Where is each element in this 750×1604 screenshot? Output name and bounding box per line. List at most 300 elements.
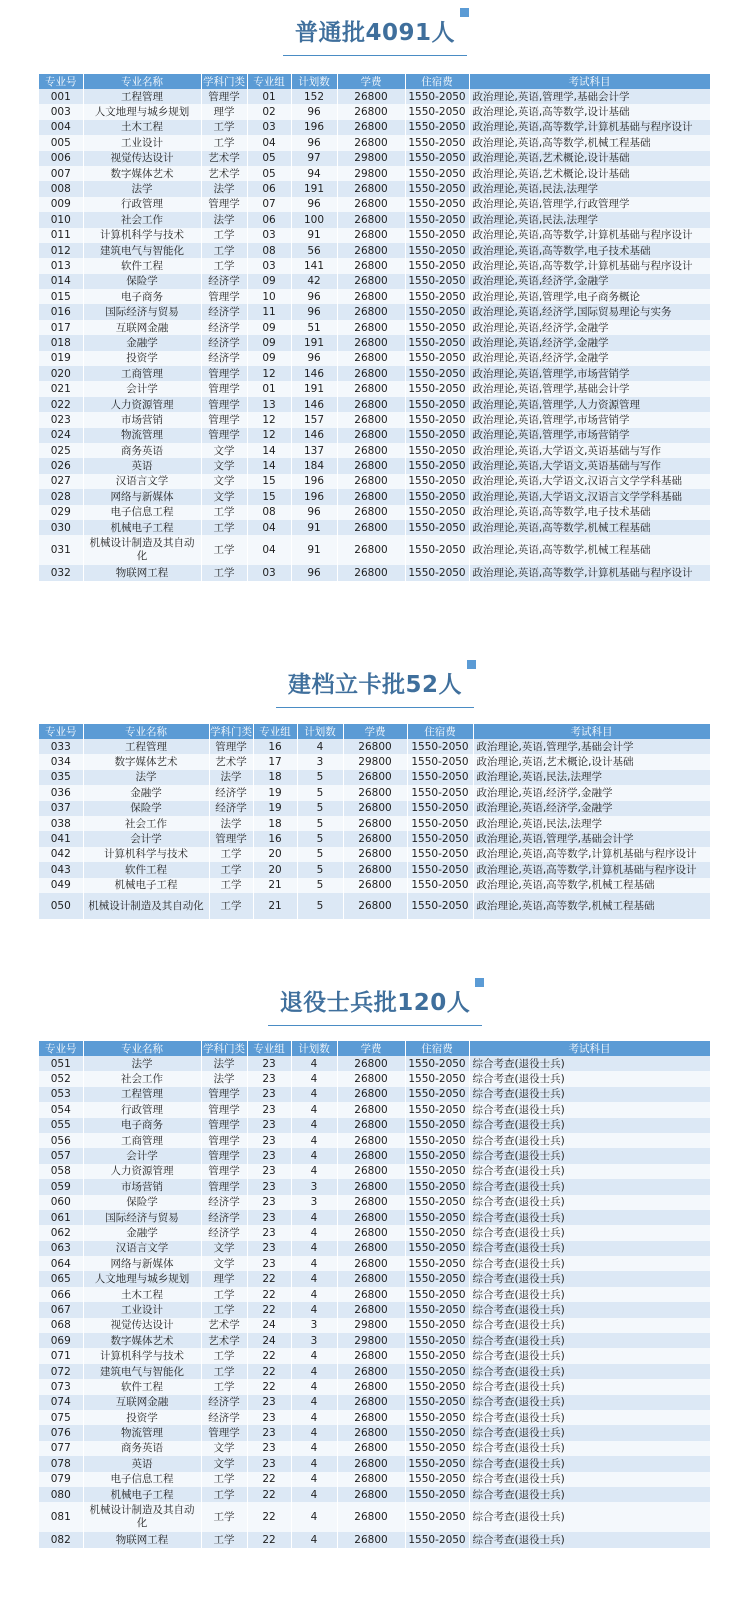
table-cell: 26800 <box>337 1502 405 1532</box>
table-cell: 23 <box>247 1256 291 1271</box>
table-cell: 1550-2050 <box>405 289 469 304</box>
table-cell: 3 <box>291 1318 337 1333</box>
table-cell: 管理学 <box>201 1118 247 1133</box>
table-row <box>39 862 710 877</box>
table-cell: 12 <box>247 366 291 381</box>
table-cell: 26800 <box>343 847 407 862</box>
table-cell: 1550-2050 <box>405 1056 469 1071</box>
table-cell: 26800 <box>337 243 405 258</box>
table-cell: 工学 <box>201 535 247 565</box>
table-cell: 26800 <box>337 104 405 119</box>
table-cell: 管理学 <box>201 1133 247 1148</box>
table-cell: 014 <box>39 274 83 289</box>
table-cell: 工学 <box>201 228 247 243</box>
table-cell: 23 <box>247 1148 291 1163</box>
table-cell: 078 <box>39 1456 83 1471</box>
table-cell: 196 <box>291 489 337 504</box>
table-row <box>39 535 710 565</box>
table-cell: 综合考查(退役士兵) <box>469 1472 710 1487</box>
table-row <box>39 1056 710 1071</box>
column-header: 住宿费 <box>405 1041 469 1056</box>
table-cell: 综合考查(退役士兵) <box>469 1364 710 1379</box>
table-cell: 5 <box>297 847 343 862</box>
table-cell: 保险学 <box>83 274 201 289</box>
table-cell: 146 <box>291 428 337 443</box>
table-cell: 26800 <box>337 1118 405 1133</box>
table-cell: 009 <box>39 197 83 212</box>
table-cell: 26800 <box>337 520 405 535</box>
table-cell: 物联网工程 <box>83 1532 201 1547</box>
table-row <box>39 1179 710 1194</box>
table-cell: 视觉传达设计 <box>83 1318 201 1333</box>
table-cell: 07 <box>247 197 291 212</box>
table-cell: 经济学 <box>209 785 253 800</box>
table-cell: 工学 <box>201 243 247 258</box>
table-cell: 文学 <box>201 458 247 473</box>
table-cell: 013 <box>39 258 83 273</box>
column-header: 考试科目 <box>469 1041 710 1056</box>
table-cell: 国际经济与贸易 <box>83 1210 201 1225</box>
table-cell: 22 <box>247 1348 291 1363</box>
table-cell: 汉语言文学 <box>83 1241 201 1256</box>
table-cell: 043 <box>39 862 83 877</box>
column-header: 学费 <box>337 1041 405 1056</box>
table-cell: 4 <box>291 1210 337 1225</box>
table-cell: 4 <box>291 1425 337 1440</box>
column-header: 考试科目 <box>469 74 710 89</box>
table-cell: 1550-2050 <box>405 1425 469 1440</box>
table-cell: 052 <box>39 1071 83 1086</box>
table-cell: 工学 <box>209 878 253 893</box>
table-cell: 26800 <box>343 831 407 846</box>
table-cell: 082 <box>39 1532 83 1547</box>
table-cell: 96 <box>291 304 337 319</box>
table-cell: 20 <box>253 847 297 862</box>
table-cell: 1550-2050 <box>405 1102 469 1117</box>
table-cell: 1550-2050 <box>405 1179 469 1194</box>
table-cell: 政治理论,英语,大学语文,汉语言文学学科基础 <box>469 489 710 504</box>
table-cell: 4 <box>291 1532 337 1547</box>
table-cell: 26800 <box>337 258 405 273</box>
table-cell: 26800 <box>337 1532 405 1547</box>
table-cell: 综合考查(退役士兵) <box>469 1087 710 1102</box>
table-cell: 064 <box>39 1256 83 1271</box>
table-cell: 1550-2050 <box>407 862 473 877</box>
table-cell: 15 <box>247 474 291 489</box>
table-row <box>39 1287 710 1302</box>
table-cell: 1550-2050 <box>405 181 469 196</box>
table-cell: 5 <box>297 862 343 877</box>
table-cell: 16 <box>253 831 297 846</box>
table-cell: 031 <box>39 535 83 565</box>
table-row <box>39 166 710 181</box>
table-cell: 1550-2050 <box>405 520 469 535</box>
table-header-row <box>39 1041 710 1056</box>
table-cell: 074 <box>39 1395 83 1410</box>
table-cell: 1550-2050 <box>407 801 473 816</box>
table-cell: 26800 <box>343 816 407 831</box>
table-cell: 管理学 <box>201 366 247 381</box>
table-cell: 26800 <box>337 366 405 381</box>
table-row <box>39 151 710 166</box>
table-cell: 020 <box>39 366 83 381</box>
square-icon <box>467 660 476 669</box>
table-cell: 政治理论,英语,民法,法理学 <box>469 181 710 196</box>
table-cell: 96 <box>291 104 337 119</box>
table-cell: 26800 <box>337 1164 405 1179</box>
table-archived-batch <box>39 724 711 919</box>
table-cell: 23 <box>247 1071 291 1086</box>
table-cell: 1550-2050 <box>405 1225 469 1240</box>
table-row <box>39 135 710 150</box>
column-header: 考试科目 <box>473 724 710 739</box>
table-cell: 经济学 <box>201 351 247 366</box>
table-cell: 经济学 <box>201 1210 247 1225</box>
table-cell: 1550-2050 <box>405 1118 469 1133</box>
table-cell: 26800 <box>337 1425 405 1440</box>
table-cell: 工学 <box>201 1364 247 1379</box>
table-row <box>39 1472 710 1487</box>
table-cell: 1550-2050 <box>407 816 473 831</box>
table-row <box>39 505 710 520</box>
table-cell: 23 <box>247 1210 291 1225</box>
table-cell: 010 <box>39 212 83 227</box>
table-cell: 141 <box>291 258 337 273</box>
table-cell: 1550-2050 <box>407 770 473 785</box>
table-cell: 4 <box>291 1087 337 1102</box>
table-cell: 23 <box>247 1118 291 1133</box>
table-cell: 069 <box>39 1333 83 1348</box>
table-veterans-batch <box>39 1041 711 1548</box>
table-row <box>39 1348 710 1363</box>
table-row <box>39 443 710 458</box>
table-cell: 26800 <box>343 801 407 816</box>
table-cell: 1550-2050 <box>405 104 469 119</box>
table-row <box>39 1502 710 1532</box>
table-cell: 1550-2050 <box>405 135 469 150</box>
square-icon <box>460 8 469 17</box>
table-cell: 077 <box>39 1441 83 1456</box>
table-cell: 工学 <box>201 120 247 135</box>
column-header: 学科门类 <box>203 1043 245 1055</box>
table-cell: 经济学 <box>201 274 247 289</box>
column-header: 专业组 <box>247 74 291 89</box>
table-cell: 91 <box>291 520 337 535</box>
table-cell: 29800 <box>337 1318 405 1333</box>
table-cell: 管理学 <box>201 89 247 104</box>
table-cell: 管理学 <box>201 428 247 443</box>
table-cell: 综合考查(退役士兵) <box>469 1164 710 1179</box>
table-cell: 058 <box>39 1164 83 1179</box>
table-cell: 09 <box>247 320 291 335</box>
table-cell: 14 <box>247 443 291 458</box>
table-row <box>39 816 710 831</box>
table-cell: 26800 <box>337 304 405 319</box>
table-row <box>39 489 710 504</box>
table-cell: 法学 <box>83 181 201 196</box>
table-cell: 027 <box>39 474 83 489</box>
table-cell: 工学 <box>201 1532 247 1547</box>
table-cell: 政治理论,英语,高等数学,计算机基础与程序设计 <box>473 862 710 877</box>
table-cell: 146 <box>291 366 337 381</box>
table-cell: 23 <box>247 1087 291 1102</box>
table-cell: 26800 <box>337 1256 405 1271</box>
table-cell: 26800 <box>337 489 405 504</box>
table-row <box>39 1532 710 1547</box>
table-cell: 22 <box>247 1364 291 1379</box>
table-cell: 5 <box>297 831 343 846</box>
table-cell: 政治理论,英语,管理学,市场营销学 <box>469 412 710 427</box>
table-cell: 综合考查(退役士兵) <box>469 1532 710 1547</box>
table-cell: 26800 <box>337 351 405 366</box>
table-cell: 工学 <box>209 893 253 919</box>
table-cell: 91 <box>291 228 337 243</box>
table-cell: 保险学 <box>83 1195 201 1210</box>
table-cell: 文学 <box>201 474 247 489</box>
table-row <box>39 1210 710 1225</box>
table-cell: 42 <box>291 274 337 289</box>
table-cell: 文学 <box>201 1256 247 1271</box>
table-cell: 管理学 <box>201 197 247 212</box>
table-cell: 投资学 <box>83 351 201 366</box>
table-cell: 26800 <box>337 212 405 227</box>
table-cell: 综合考查(退役士兵) <box>469 1256 710 1271</box>
table-cell: 1550-2050 <box>405 428 469 443</box>
table-cell: 机械电子工程 <box>83 878 209 893</box>
table-cell: 26800 <box>337 565 405 580</box>
table-cell: 物流管理 <box>83 1425 201 1440</box>
table-cell: 软件工程 <box>83 258 201 273</box>
table-cell: 26800 <box>337 535 405 565</box>
table-cell: 1550-2050 <box>405 351 469 366</box>
table-cell: 互联网金融 <box>83 320 201 335</box>
table-row <box>39 1333 710 1348</box>
table-row <box>39 381 710 396</box>
table-cell: 050 <box>39 893 83 919</box>
table-regular-batch <box>39 74 711 581</box>
table-cell: 政治理论,英语,高等数学,电子技术基础 <box>469 243 710 258</box>
table-row <box>39 243 710 258</box>
table-cell: 互联网金融 <box>83 1395 201 1410</box>
table-cell: 5 <box>297 893 343 919</box>
table-cell: 社会工作 <box>83 212 201 227</box>
table-cell: 100 <box>291 212 337 227</box>
table-cell: 152 <box>291 89 337 104</box>
table-cell: 土木工程 <box>83 1287 201 1302</box>
table-cell: 23 <box>247 1410 291 1425</box>
table-cell: 05 <box>247 166 291 181</box>
table-row <box>39 1318 710 1333</box>
table-cell: 1550-2050 <box>405 1410 469 1425</box>
table-cell: 综合考查(退役士兵) <box>469 1456 710 1471</box>
table-cell: 024 <box>39 428 83 443</box>
table-cell: 建筑电气与智能化 <box>83 1364 201 1379</box>
table-cell: 法学 <box>201 212 247 227</box>
table-cell: 政治理论,英语,高等数学,计算机基础与程序设计 <box>469 228 710 243</box>
table-cell: 4 <box>291 1395 337 1410</box>
table-cell: 3 <box>297 754 343 769</box>
table-cell: 管理学 <box>201 1164 247 1179</box>
table-cell: 工学 <box>201 1348 247 1363</box>
table-cell: 政治理论,英语,大学语文,汉语言文学学科基础 <box>469 474 710 489</box>
table-cell: 4 <box>291 1164 337 1179</box>
column-header: 学科门类 <box>203 76 245 88</box>
table-cell: 24 <box>247 1333 291 1348</box>
table-cell: 管理学 <box>201 1425 247 1440</box>
table-cell: 经济学 <box>201 1410 247 1425</box>
table-cell: 4 <box>291 1241 337 1256</box>
table-cell: 法学 <box>83 1056 201 1071</box>
table-cell: 26800 <box>337 1179 405 1194</box>
table-cell: 26800 <box>337 1302 405 1317</box>
table-cell: 3 <box>291 1179 337 1194</box>
table-cell: 工学 <box>201 135 247 150</box>
table-cell: 26800 <box>337 412 405 427</box>
table-cell: 计算机科学与技术 <box>83 228 201 243</box>
table-cell: 04 <box>247 135 291 150</box>
table-row <box>39 228 710 243</box>
table-row <box>39 89 710 104</box>
table-cell: 03 <box>247 228 291 243</box>
table-cell: 034 <box>39 754 83 769</box>
table-cell: 075 <box>39 1410 83 1425</box>
section-title-text: 退役士兵批120人 <box>279 990 471 1016</box>
table-cell: 机械电子工程 <box>83 520 201 535</box>
table-row <box>39 831 710 846</box>
table-cell: 26800 <box>337 89 405 104</box>
table-cell: 网络与新媒体 <box>83 489 201 504</box>
column-header: 住宿费 <box>407 724 473 739</box>
table-cell: 007 <box>39 166 83 181</box>
table-cell: 02 <box>247 104 291 119</box>
table-cell: 1550-2050 <box>405 1256 469 1271</box>
table-cell: 物流管理 <box>83 428 201 443</box>
table-cell: 综合考查(退役士兵) <box>469 1271 710 1286</box>
table-cell: 政治理论,英语,高等数学,计算机基础与程序设计 <box>473 847 710 862</box>
table-cell: 政治理论,英语,高等数学,电子技术基础 <box>469 505 710 520</box>
table-cell: 030 <box>39 520 83 535</box>
column-header: 计划数 <box>291 74 337 89</box>
table-cell: 经济学 <box>201 1195 247 1210</box>
table-cell: 008 <box>39 181 83 196</box>
table-cell: 政治理论,英语,管理学,基础会计学 <box>473 739 710 754</box>
table-cell: 056 <box>39 1133 83 1148</box>
table-cell: 042 <box>39 847 83 862</box>
square-icon <box>475 978 484 987</box>
table-cell: 137 <box>291 443 337 458</box>
table-cell: 会计学 <box>83 831 209 846</box>
table-cell: 09 <box>247 274 291 289</box>
table-cell: 005 <box>39 135 83 150</box>
table-cell: 4 <box>291 1379 337 1394</box>
table-cell: 综合考查(退役士兵) <box>469 1102 710 1117</box>
table-row <box>39 104 710 119</box>
table-cell: 96 <box>291 197 337 212</box>
table-row <box>39 1487 710 1502</box>
table-cell: 26800 <box>337 1148 405 1163</box>
table-cell: 政治理论,英语,管理学,市场营销学 <box>469 366 710 381</box>
table-row <box>39 1364 710 1379</box>
table-cell: 11 <box>247 304 291 319</box>
table-cell: 21 <box>253 878 297 893</box>
table-row <box>39 1133 710 1148</box>
table-cell: 073 <box>39 1379 83 1394</box>
table-cell: 管理学 <box>201 1087 247 1102</box>
table-cell: 工学 <box>201 1287 247 1302</box>
table-cell: 政治理论,英语,经济学,金融学 <box>473 801 710 816</box>
table-cell: 国际经济与贸易 <box>83 304 201 319</box>
table-cell: 26800 <box>337 335 405 350</box>
table-cell: 综合考查(退役士兵) <box>469 1379 710 1394</box>
table-cell: 1550-2050 <box>405 489 469 504</box>
table-cell: 26800 <box>337 1271 405 1286</box>
table-cell: 金融学 <box>83 1225 201 1240</box>
table-cell: 26800 <box>337 1348 405 1363</box>
table-cell: 经济学 <box>201 304 247 319</box>
table-cell: 政治理论,英语,民法,法理学 <box>469 212 710 227</box>
table-cell: 综合考查(退役士兵) <box>469 1225 710 1240</box>
table-cell: 051 <box>39 1056 83 1071</box>
table-row <box>39 474 710 489</box>
table-cell: 26800 <box>337 289 405 304</box>
table-cell: 电子商务 <box>83 1118 201 1133</box>
table-cell: 26800 <box>337 443 405 458</box>
table-cell: 053 <box>39 1087 83 1102</box>
table-cell: 政治理论,英语,高等数学,机械工程基础 <box>469 520 710 535</box>
table-cell: 工学 <box>201 1302 247 1317</box>
table-cell: 工商管理 <box>83 1133 201 1148</box>
table-cell: 文学 <box>201 489 247 504</box>
table-cell: 4 <box>291 1410 337 1425</box>
table-cell: 1550-2050 <box>405 120 469 135</box>
table-cell: 08 <box>247 505 291 520</box>
table-cell: 综合考查(退役士兵) <box>469 1179 710 1194</box>
table-cell: 综合考查(退役士兵) <box>469 1348 710 1363</box>
table-cell: 26800 <box>337 428 405 443</box>
table-cell: 4 <box>291 1364 337 1379</box>
table-row <box>39 1425 710 1440</box>
table-cell: 1550-2050 <box>405 1364 469 1379</box>
table-cell: 96 <box>291 135 337 150</box>
table-cell: 081 <box>39 1502 83 1532</box>
table-cell: 保险学 <box>83 801 209 816</box>
table-cell: 土木工程 <box>83 120 201 135</box>
table-cell: 29800 <box>337 166 405 181</box>
table-cell: 5 <box>297 816 343 831</box>
table-cell: 146 <box>291 397 337 412</box>
table-cell: 1550-2050 <box>405 1456 469 1471</box>
table-row <box>39 274 710 289</box>
table-cell: 06 <box>247 181 291 196</box>
table-row <box>39 1071 710 1086</box>
table-cell: 26800 <box>343 785 407 800</box>
table-cell: 24 <box>247 1318 291 1333</box>
table-cell: 12 <box>247 412 291 427</box>
table-cell: 法学 <box>201 181 247 196</box>
table-cell: 26800 <box>337 458 405 473</box>
table-cell: 26800 <box>337 505 405 520</box>
table-cell: 工学 <box>201 520 247 535</box>
table-cell: 1550-2050 <box>405 258 469 273</box>
table-cell: 4 <box>297 739 343 754</box>
table-cell: 1550-2050 <box>407 847 473 862</box>
table-cell: 076 <box>39 1425 83 1440</box>
table-cell: 1550-2050 <box>405 1148 469 1163</box>
table-row <box>39 335 710 350</box>
table-cell: 4 <box>291 1456 337 1471</box>
table-cell: 23 <box>247 1164 291 1179</box>
table-cell: 文学 <box>201 1441 247 1456</box>
